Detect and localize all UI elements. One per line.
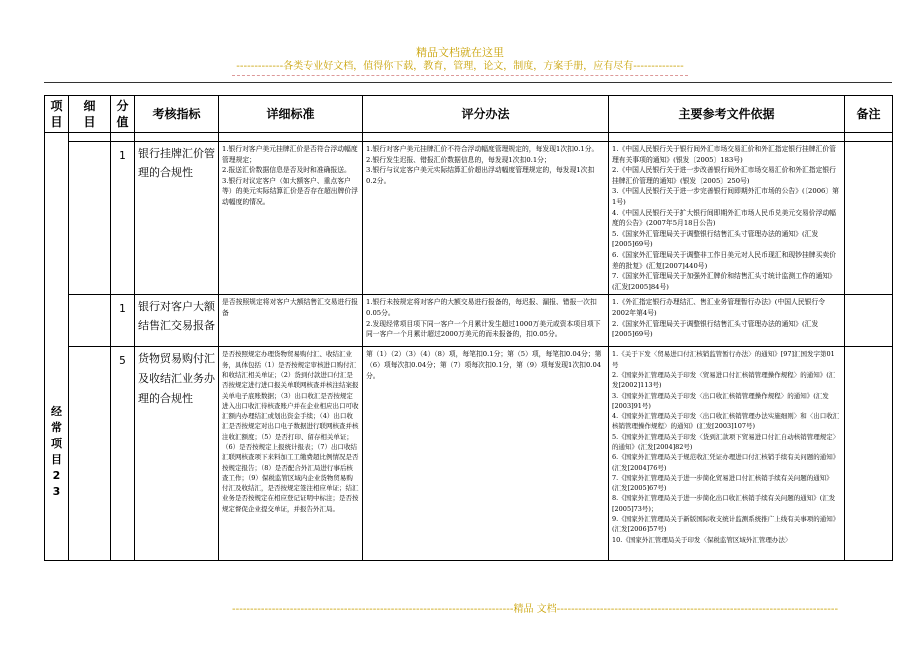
note-cell xyxy=(845,347,893,561)
banner-subtitle: -------------各类专业好文档，值得你下载，教育，管理，论文，制度，方案手册，应有尽有-------------- xyxy=(236,61,684,72)
indicator-cell: 银行挂牌汇价管理的合规性 xyxy=(135,142,219,295)
standard-cell: 是否按照规定办理货物贸易购付汇、收结汇业务，具体包括（1）是否按规定审核进口购付汇和收结汇相关单证；（2）货到付款进口付汇是否按规定进行进口报关单联网核查并核注结案报关单电子底账数据；（3）出口收汇是否按规定进入出口收汇待核查账户并在企业相应出口可收汇额内办理结汇或划出资金手续；（4）出口收汇是否按规定对出口电子数据进行联网核查并核注收汇额度；（5）是否打印、留存相关单证；（6）是否按规定上报统计报表；（7）出口收结汇联网核查项下来料加工工缴费超比例情况是否按规定报告；（8）是否配合外汇局进行事后核查工作；（9）保税监管区域内企业货物贸易购付汇及收结汇，是否按规定签注相应单证；结汇业务是否按规定在相应登记证明中标注；是否按规定督促企业提交单证，并报告外汇局。 xyxy=(219,347,363,561)
note-cell xyxy=(845,142,893,295)
category-cell: 经常项目23 xyxy=(45,133,69,561)
header-rule xyxy=(44,82,892,83)
table-row xyxy=(45,295,893,347)
method-cell: 1.银行未按规定将对客户的大额交易进行报备的，每迟报、漏报、错报一次扣0.05分。 2.发现经常项目项下同一客户一个月累计发生超过1000万美元或资本项目项下同一客户一个月累计超过2000万美元的而未报备的，扣0.05分。 xyxy=(363,295,609,347)
banner-divider xyxy=(232,75,688,76)
col-header-item: 细目 xyxy=(69,96,111,133)
indicator-cell: 货物贸易购付汇及收结汇业务办理的合规性 xyxy=(135,347,219,561)
banner-title: 精品文档就在这里 xyxy=(416,46,504,59)
refs-cell: 1.《中国人民银行关于银行间外汇市场交易汇价和外汇指定银行挂牌汇价管理有关事项的通知》(银发〔2005〕183号) 2.《中国人民银行关于进一步改善银行间外汇市场交易汇价和外汇指定银行挂牌汇价管理的通知》(银发〔2005〕250号) 3.《中国人民银行关于进一步完善银行间即期外汇市场的公告》(〔2006〕第1号) 4.《中国人民银行关于扩大银行间即期外汇市场人民币兑美元交易价浮动幅度的公告》(2007年5月18日公告) 5.《国家外汇管理局关于调整银行结售汇头寸管理办法的通知》(汇发[2005]69号) 6.《国家外汇管理局关于调整非工作日美元对人民币现汇和现钞挂牌买卖价差的批复》(汇复[2007]440号) 7.《国家外汇管理局关于加强外汇牌价和结售汇头寸统计监测工作的通知》(汇发[2005]84号) xyxy=(609,142,845,295)
score-cell: 1 xyxy=(111,295,135,347)
col-header-indicator: 考核指标 xyxy=(135,96,219,133)
col-header-project: 项目 xyxy=(45,96,69,133)
col-header-note: 备注 xyxy=(845,96,893,133)
col-header-score: 分值 xyxy=(111,96,135,133)
score-cell: 5 xyxy=(111,347,135,561)
note-cell xyxy=(845,295,893,347)
method-cell: 1.银行对客户美元挂牌汇价不符合浮动幅度管理规定的，每发现1次扣0.1分。 2.银行发生迟报、错报汇价数据信息的，每发现1次扣0.1分； 3.银行与议定客户美元实际结算汇价超出浮动幅度管理规定的，每发现1次扣0.2分。 xyxy=(363,142,609,295)
indicator-cell: 银行对客户大额结售汇交易报备 xyxy=(135,295,219,347)
refs-cell: 1.《外汇指定银行办理结汇、售汇业务管理暂行办法》(中国人民银行令2002年第4号) 2.《国家外汇管理局关于调整银行结售汇头寸管理办法的通知》(汇发[2005]69号) xyxy=(609,295,845,347)
standard-cell: 是否按照规定将对客户大额结售汇交易进行报备 xyxy=(219,295,363,347)
assessment-table xyxy=(44,95,893,561)
col-header-standard: 详细标准 xyxy=(219,96,363,133)
score-cell: 1 xyxy=(111,142,135,295)
col-header-refs: 主要参考文件依据 xyxy=(609,96,845,133)
table-row xyxy=(45,347,893,561)
table-row xyxy=(45,142,893,295)
spacer-row xyxy=(45,133,893,142)
refs-cell: 1.《关于下发〈贸易进口付汇核销监管暂行办法〉的通知》[97]汇国发字第01号 2.《国家外汇管理局关于印发〈贸易进口付汇核销管理操作规程〉的通知》(汇发[2002]113号) 3.《国家外汇管理局关于印发〈出口收汇核销管理操作规程〉的通知》(汇发[2003]91号) 4.《国家外汇管理局关于印发〈出口收汇核销管理办法实施细则〉和〈出口收汇核销管理操作规程〉的通知》(汇发[2003]107号) 5.《国家外汇管理局关于印发〈货到汇款项下贸易进口付汇自动核销管理规定〉的通知》(汇发[2004]82号) 6.《国家外汇管理局关于规范收汇凭证办理进口付汇核销手续有关问题的通知》(汇发[2004]76号) 7.《国家外汇管理局关于进一步简化贸易进口付汇核销手续有关问题的通知》(汇发[2005]67号) 8.《国家外汇管理局关于进一步简化出口收汇核销手续有关问题的通知》(汇发[2005]73号)； 9.《国家外汇管理局关于新版国际收支统计监测系统推广上线有关事项的通知》(汇发[2006]57号) 10.《国家外汇管理局关于印发〈保税监管区域外汇管理办法〉 xyxy=(609,347,845,561)
method-cell: 第（1）（2）（3）（4）（8）项，每笔扣0.1分；第（5）项，每笔扣0.04分；第（6）项每次扣0.04分；第（7）项每次扣0.1分，第（9）项每发现1次扣0.04分。 xyxy=(363,347,609,561)
item-cell xyxy=(69,347,111,561)
col-header-method: 评分办法 xyxy=(363,96,609,133)
item-cell xyxy=(69,295,111,347)
item-cell xyxy=(69,142,111,295)
standard-cell: 1.银行对客户美元挂牌汇价是否符合浮动幅度管理规定； 2.报送汇价数据信息是否及时和准确报送。 3.银行对议定客户（如大额客户、重点客户等）的美元实际结算汇价是否存在超出牌价浮动幅度的情况。 xyxy=(219,142,363,295)
header-row xyxy=(45,96,893,133)
footer-text: ------------------------------------------------------------------------------精品 文档------------------------------------------------------------------------------ xyxy=(232,604,839,615)
